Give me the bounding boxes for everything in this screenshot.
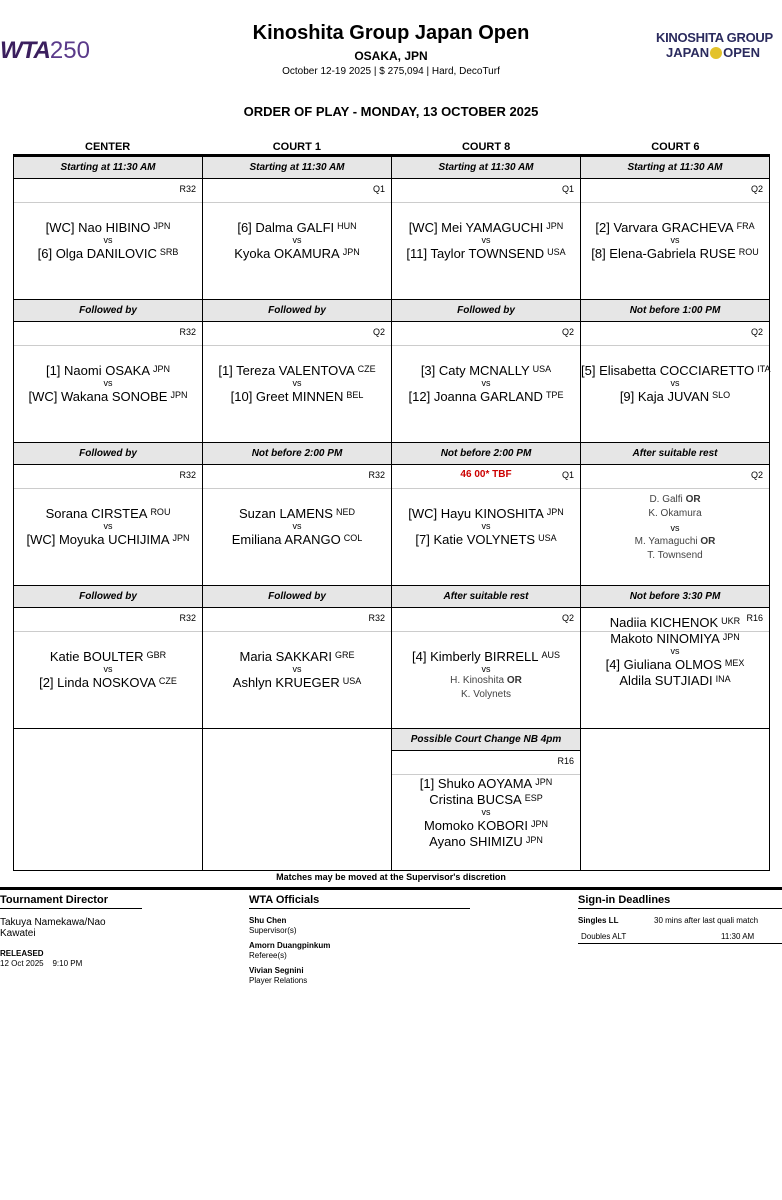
round-label: R32 (179, 470, 196, 480)
match (14, 362, 202, 404)
player: Makoto NINOMIYA $^{JPN}$ (610, 631, 740, 646)
divider (392, 345, 580, 346)
player: Nadiia KICHENOK $^{UKR}$ (609, 615, 741, 630)
player: [2] Varvara GRACHEVA $^{FRA}$ (595, 220, 755, 235)
vs-label: vs (292, 378, 302, 388)
match (581, 219, 769, 261)
time-band: Not before 2:00 PM (203, 443, 391, 465)
match-cell (391, 729, 581, 870)
match-cell (391, 586, 581, 728)
schedule-row (13, 729, 770, 871)
round-label: Q1 (561, 184, 574, 194)
player: [3] Caty MCNALLY $^{USA}$ (420, 363, 552, 378)
round-label: R16 (557, 756, 574, 766)
round-label: Q2 (561, 327, 574, 337)
round-label: R32 (179, 184, 196, 194)
pending-player: D. Galfi OR (649, 494, 701, 505)
time-band: After suitable rest (392, 586, 580, 608)
empty-cell (202, 729, 392, 870)
player: Kyoka OKAMURA $^{JPN}$ (234, 246, 360, 261)
round-label: Q1 (372, 184, 385, 194)
round-label: R16 (746, 613, 763, 623)
player: [WC] Moyuka UCHIJIMA $^{JPN}$ (26, 532, 190, 547)
official: Vivian Segnini Player Relations (249, 966, 308, 985)
player: [10] Greet MINNEN $^{BEL}$ (230, 389, 364, 404)
divider (581, 488, 769, 489)
player: [1] Tereza VALENTOVA $^{CZE}$ (218, 363, 376, 378)
tournament-name: Kinoshita Group Japan Open (252, 22, 530, 44)
match (392, 219, 580, 261)
match-cell (391, 157, 581, 299)
court-header-court1: COURT 1 (272, 141, 322, 153)
vs-label: vs (292, 521, 302, 531)
player: [WC] Nao HIBINO $^{JPN}$ (45, 220, 171, 235)
time-band: Followed by (14, 300, 202, 322)
player: Suzan LAMENS $^{NED}$ (239, 506, 355, 521)
match-cell (13, 157, 203, 299)
wta-250-logo: WTA250 (0, 37, 90, 64)
match-cell (202, 443, 392, 585)
player: [7] Katie VOLYNETS $^{USA}$ (415, 532, 557, 547)
player: [WC] Mei YAMAGUCHI $^{JPN}$ (408, 220, 564, 235)
signin-heading: Sign-in Deadlines (578, 894, 782, 909)
player: Momoko KOBORI $^{JPN}$ (423, 818, 549, 833)
match-cell (580, 586, 770, 728)
time-band: Not before 3:30 PM (581, 586, 769, 608)
time-band: Possible Court Change NB 4pm (392, 729, 580, 751)
time-band: Followed by (14, 443, 202, 465)
player: Ayano SHIMIZU $^{JPN}$ (429, 834, 543, 849)
time-band: Not before 1:00 PM (581, 300, 769, 322)
court-header-center: CENTER (85, 141, 131, 153)
round-label: Q2 (750, 327, 763, 337)
match-cell (13, 586, 203, 728)
pending-player: T. Townsend (647, 550, 703, 561)
empty-cell (580, 729, 770, 870)
doubles-match (581, 614, 769, 688)
round-label: Q1 (561, 470, 574, 480)
divider (203, 488, 391, 489)
divider (392, 488, 580, 489)
pending-player: K. Okamura (648, 508, 702, 519)
match-cell (13, 300, 203, 442)
player: Ashlyn KRUEGER $^{USA}$ (232, 675, 362, 690)
sign-in-deadlines-section (578, 894, 782, 944)
player: [11] Taylor TOWNSEND $^{USA}$ (406, 246, 566, 261)
divider (14, 631, 202, 632)
time-band: Starting at 11:30 AM (581, 157, 769, 179)
match (581, 493, 769, 563)
time-band: Starting at 11:30 AM (203, 157, 391, 179)
divider (581, 202, 769, 203)
court-header-court6: COURT 6 (651, 141, 700, 153)
vs-label: vs (670, 646, 680, 656)
vs-label: vs (670, 523, 680, 533)
match (392, 362, 580, 404)
tournament-header (0, 22, 782, 77)
empty-cell (13, 729, 203, 870)
match-cell (13, 443, 203, 585)
player: Emiliana ARANGO $^{COL}$ (231, 532, 363, 547)
official: Shu Chen Supervisor(s) (249, 916, 297, 935)
player: Sorana CIRSTEA $^{ROU}$ (45, 506, 171, 521)
released-label: RELEASED (0, 949, 44, 958)
match (581, 362, 769, 404)
divider (203, 345, 391, 346)
signin-row: Doubles ALT 11:30 AM (578, 930, 782, 944)
time-band: Followed by (14, 586, 202, 608)
tbf-warning: 46 00* TBF (460, 469, 512, 480)
tournament-info: October 12-19 2025 | $ 275,094 | Hard, DecoTurf (282, 66, 500, 77)
player: [WC] Wakana SONOBE $^{JPN}$ (28, 389, 188, 404)
match (203, 648, 391, 690)
time-band: Followed by (392, 300, 580, 322)
court-headers (13, 141, 770, 153)
vs-label: vs (481, 807, 491, 817)
schedule-row (13, 586, 770, 729)
pending-player: K. Volynets (460, 689, 512, 700)
round-label: R32 (368, 470, 385, 480)
divider (14, 345, 202, 346)
schedule-row (13, 300, 770, 443)
round-label: R32 (368, 613, 385, 623)
round-label: Q2 (561, 613, 574, 623)
vs-label: vs (481, 521, 491, 531)
match-cell (391, 443, 581, 585)
player: [12] Joanna GARLAND $^{TPE}$ (408, 389, 564, 404)
divider (392, 202, 580, 203)
match (14, 219, 202, 261)
vs-label: vs (670, 235, 680, 245)
player: [6] Dalma GALFI $^{HUN}$ (237, 220, 357, 235)
vs-label: vs (292, 664, 302, 674)
player: [2] Linda NOSKOVA $^{CZE}$ (39, 675, 177, 690)
divider (14, 202, 202, 203)
player: [1] Naomi OSAKA $^{JPN}$ (45, 363, 171, 378)
vs-label: vs (103, 521, 113, 531)
vs-label: vs (481, 378, 491, 388)
wta-officials-section (249, 894, 470, 986)
time-band: After suitable rest (581, 443, 769, 465)
match-cell (391, 300, 581, 442)
match (203, 362, 391, 404)
signin-row: Singles LL 30 mins after last quali match (578, 916, 759, 925)
player: [WC] Hayu KINOSHITA $^{JPN}$ (408, 506, 564, 521)
divider (203, 631, 391, 632)
match (203, 505, 391, 547)
vs-label: vs (670, 378, 680, 388)
divider (392, 631, 580, 632)
kinoshita-japan-open-logo: KINOSHITA GROUP JAPAN OPEN (656, 30, 773, 60)
player: [4] Giuliana OLMOS $^{MEX}$ (605, 657, 745, 672)
official: Amorn Duangpinkum Referee(s) (249, 941, 331, 960)
tournament-director-section (0, 894, 142, 969)
divider (203, 202, 391, 203)
player: Aldila SUTJIADI $^{INA}$ (619, 673, 731, 688)
time-band: Starting at 11:30 AM (392, 157, 580, 179)
time-band: Starting at 11:30 AM (14, 157, 202, 179)
player: [8] Elena-Gabriela RUSE $^{ROU}$ (591, 246, 759, 261)
schedule-row (13, 157, 770, 300)
footer-divider (0, 887, 782, 890)
round-label: R32 (179, 327, 196, 337)
time-band: Not before 2:00 PM (392, 443, 580, 465)
match (14, 648, 202, 690)
court-header-court8: COURT 8 (461, 141, 511, 153)
match (392, 648, 580, 702)
player: [6] Olga DANILOVIC $^{SRB}$ (37, 246, 179, 261)
player: [9] Kaja JUVAN $^{SLO}$ (619, 389, 731, 404)
order-of-play-title: ORDER OF PLAY - MONDAY, 13 OCTOBER 2025 (243, 104, 539, 119)
player: [1] Shuko AOYAMA $^{JPN}$ (419, 776, 553, 791)
match-cell (202, 300, 392, 442)
supervisor-note: Matches may be moved at the Supervisor's discretion (276, 872, 506, 882)
vs-label: vs (292, 235, 302, 245)
pending-player: H. Kinoshita OR (450, 675, 522, 686)
tournament-city: OSAKA, JPN (354, 49, 428, 63)
round-label: Q2 (750, 470, 763, 480)
player: Cristina BUCSA $^{ESP}$ (429, 792, 543, 807)
player: Katie BOULTER $^{GBR}$ (49, 649, 167, 664)
divider (581, 345, 769, 346)
time-band: Followed by (203, 586, 391, 608)
match (392, 505, 580, 547)
schedule-row (13, 443, 770, 586)
vs-label: vs (103, 235, 113, 245)
vs-label: vs (103, 378, 113, 388)
match-cell (580, 157, 770, 299)
released-time: 12 Oct 2025 9:10 PM (0, 959, 83, 968)
match (14, 505, 202, 547)
vs-label: vs (103, 664, 113, 674)
match-cell (580, 300, 770, 442)
player: Maria SAKKARI $^{GRE}$ (239, 649, 355, 664)
schedule-grid (13, 157, 770, 871)
time-band: Followed by (203, 300, 391, 322)
round-label: Q2 (372, 327, 385, 337)
match-cell (580, 443, 770, 585)
round-label: Q2 (750, 184, 763, 194)
director-heading: Tournament Director (0, 894, 142, 909)
player: [4] Kimberly BIRRELL $^{AUS}$ (412, 649, 560, 664)
vs-label: vs (481, 664, 491, 674)
director-names: Takuya Namekawa/Nao Kawatei (0, 917, 106, 939)
vs-label: vs (481, 235, 491, 245)
match-cell (202, 586, 392, 728)
match-cell (202, 157, 392, 299)
officials-heading: WTA Officials (249, 894, 470, 909)
pending-player: M. Yamaguchi OR (634, 536, 716, 547)
match (203, 219, 391, 261)
player: [5] Elisabetta COCCIARETTO $^{ITA}$ (581, 363, 771, 378)
doubles-match (392, 775, 580, 849)
round-label: R32 (179, 613, 196, 623)
divider (14, 488, 202, 489)
